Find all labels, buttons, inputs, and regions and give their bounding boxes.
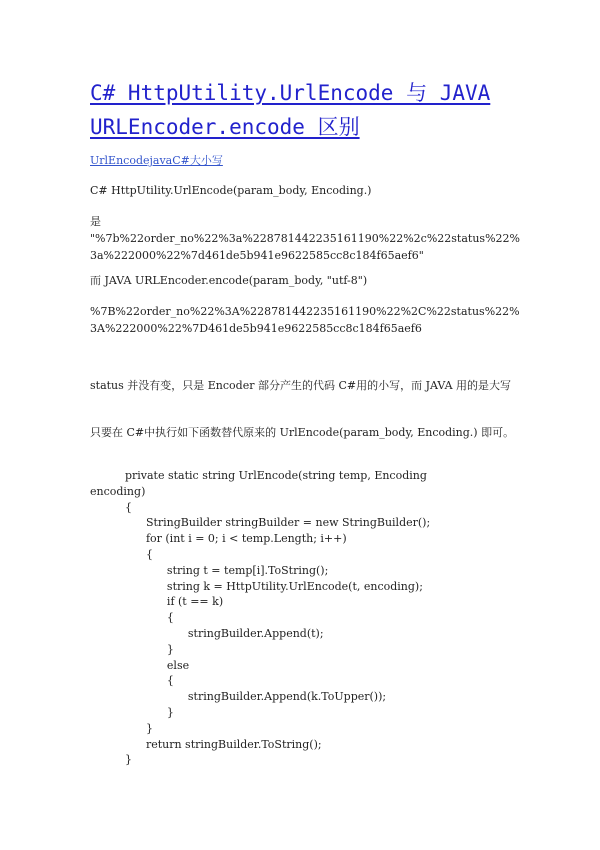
article-title[interactable]: C# HttpUtility.UrlEncode 与 JAVA URLEncoder.encode 区别 (90, 81, 491, 139)
code-line: { (90, 547, 153, 561)
code-line: { (90, 500, 132, 514)
code-block (90, 468, 530, 768)
paragraph-csharp-result: 是 "%7b%22order_no%22%3a%228781442235161190%22%2c%22status%22%3a%222000%22%7d461de5b941e9622585cc8c184f65aef6" (90, 215, 520, 262)
code-line: stringBuilder.Append(t); (90, 626, 324, 640)
code-line: encoding) (90, 484, 146, 498)
code-line: else (90, 658, 190, 672)
code-line: { (90, 611, 174, 625)
code-line: string k = HttpUtility.UrlEncode(t, encoding); (90, 579, 423, 593)
paragraph-java-result: %7B%22order_no%22%3A%228781442235161190%22%2C%22status%22%3A%222000%22%7D461de5b941e9622585cc8c184f65aef6 (90, 305, 520, 335)
code-line: stringBuilder.Append(k.ToUpper()); (90, 690, 387, 704)
code-line: private static string UrlEncode(string temp, Encoding (90, 469, 427, 482)
code-line: StringBuilder stringBuilder = new StringBuilder(); (90, 516, 431, 530)
paragraph-explanation: status 并没有变，只是 Encoder 部分产生的代码 C#用的小写，而 JAVA 用的是大写 (90, 379, 512, 392)
paragraph-csharp-call: C# HttpUtility.UrlEncode(param_body, Encoding.) (90, 184, 372, 197)
code-line: for (int i = 0; i < temp.Length; i++) (90, 532, 347, 546)
code-line: { (90, 674, 174, 688)
code-line: } (90, 642, 174, 656)
article-tags-link[interactable]: UrlEncodejavaC#大小写 (90, 154, 223, 167)
code-line: } (90, 721, 153, 735)
code-line: if (t == k) (90, 595, 224, 609)
paragraph-solution: 只要在 C#中执行如下函数替代原来的 UrlEncode(param_body, Encoding.) 即可。 (90, 426, 515, 439)
code-line: string t = temp[i].ToString(); (90, 563, 329, 577)
paragraph-java-call: 而 JAVA URLEncoder.encode(param_body, "utf-8") (90, 274, 368, 287)
code-line: return stringBuilder.ToString(); (90, 737, 322, 751)
code-line: } (90, 705, 174, 719)
code-line: } (90, 753, 132, 767)
